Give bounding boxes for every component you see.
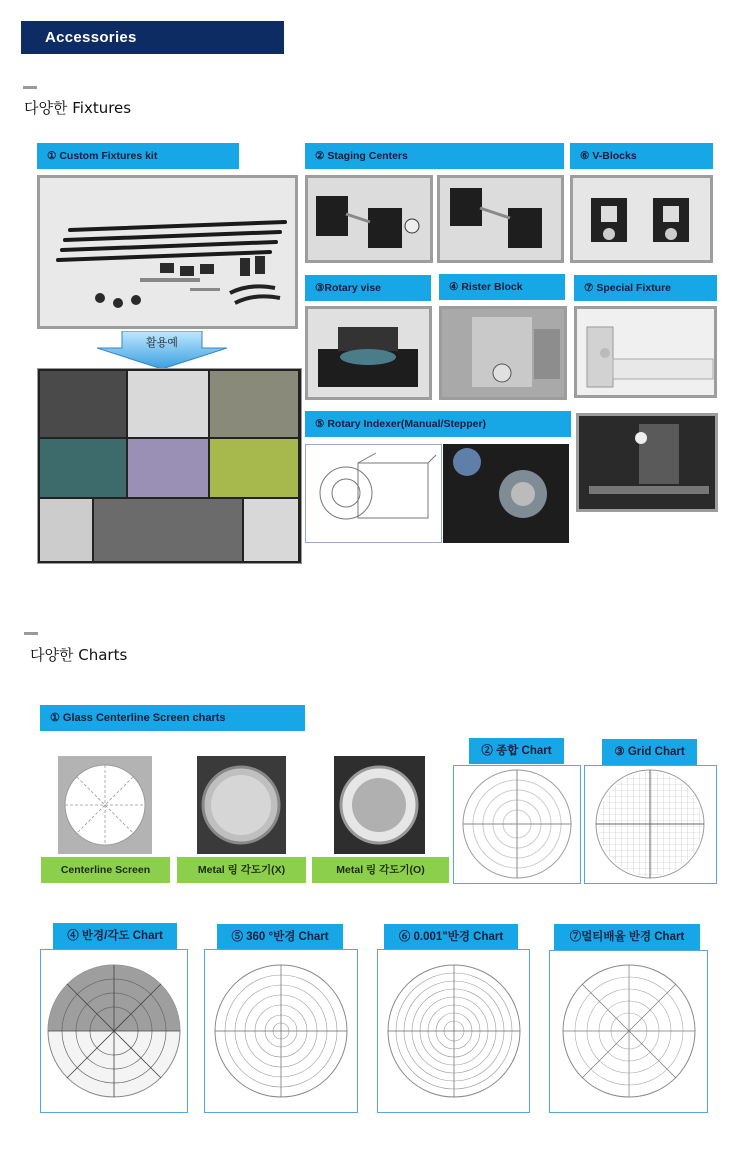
section-marker <box>24 632 38 635</box>
multi-radius-chart-image <box>549 950 708 1113</box>
combined-chart-image <box>453 765 581 884</box>
v-blocks-photo <box>570 175 713 263</box>
label-riser-block: ④ Rister Block <box>439 274 565 300</box>
radius-360-chart-image <box>204 949 358 1113</box>
label-centerline-screen: Centerline Screen <box>41 857 170 883</box>
section-marker <box>23 86 37 89</box>
grid-chart-image <box>584 765 717 884</box>
charts-section-title: 다양한 Charts <box>30 646 128 664</box>
special-fixture-photo-2 <box>576 413 718 512</box>
rotary-indexer-photo <box>443 444 569 543</box>
staging-center-photo-2 <box>437 175 564 263</box>
riser-block-photo <box>439 306 567 400</box>
label-rotary-vise: ③Rotary vise <box>305 275 431 301</box>
usage-example-collage <box>37 368 302 564</box>
metal-ring-o-image <box>334 756 425 854</box>
label-grid-chart: ③ Grid Chart <box>602 739 697 765</box>
radius-0001-chart-image <box>377 949 530 1113</box>
label-radius-0001-chart: ⑥ 0.001"반경 Chart <box>384 924 518 950</box>
label-rotary-indexer: ⑤ Rotary Indexer(Manual/Stepper) <box>305 411 571 437</box>
label-metal-ring-o: Metal 링 각도기(O) <box>312 857 449 883</box>
label-radius-angle-chart: ④ 반경/각도 Chart <box>53 923 177 949</box>
special-fixture-photo <box>574 306 717 398</box>
arrow-label: 활용예 <box>146 336 178 349</box>
label-metal-ring-x: Metal 링 각도기(X) <box>177 857 306 883</box>
label-custom-fixtures-kit: ① Custom Fixtures kit <box>37 143 239 169</box>
fixtures-section-title: 다양한 Fixtures <box>24 99 132 117</box>
label-staging-centers: ② Staging Centers <box>305 143 564 169</box>
label-combined-chart: ② 종합 Chart <box>469 738 564 764</box>
staging-center-photo-1 <box>305 175 433 263</box>
custom-fixtures-kit-photo <box>37 175 298 329</box>
centerline-screen-image <box>58 756 152 854</box>
label-glass-centerline: ① Glass Centerline Screen charts <box>40 705 305 731</box>
metal-ring-x-image <box>197 756 286 854</box>
page-header: Accessories <box>21 21 284 54</box>
rotary-indexer-drawing <box>305 444 442 543</box>
rotary-vise-photo <box>305 306 432 400</box>
label-radius-360-chart: ⑤ 360 °반경 Chart <box>217 924 343 950</box>
label-multi-radius-chart: ⑦멀티배율 반경 Chart <box>554 924 700 950</box>
label-v-blocks: ⑥ V-Blocks <box>570 143 713 169</box>
radius-angle-chart-image <box>40 949 188 1113</box>
label-special-fixture: ⑦ Special Fixture <box>574 275 717 301</box>
